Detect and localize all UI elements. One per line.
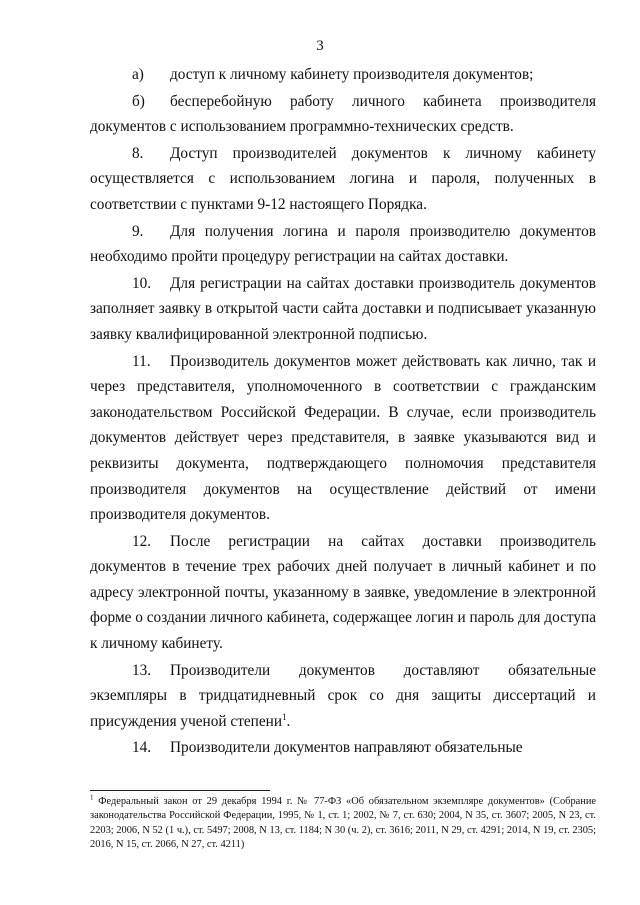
paragraph-text: Доступ производителей документов к личному кабинету осуществляется с использованием логина и пароля, полученных в соответствии с пунктами 9-12 настоящего Порядка. [90, 144, 596, 213]
paragraph-number: 9. [132, 222, 144, 240]
paragraph-number: 14. [132, 739, 152, 757]
paragraph-text: Для регистрации на сайтах доставки производитель документов заполняет заявку в открытой части сайта доставки и подписывает указанную заявку квалифицированной электронной подписью. [90, 274, 596, 343]
paragraph-text: Производители документов доставляют обязательные экземпляры в тридцатидневный срок со дня защиты диссертаций и присуждения ученой степени [90, 661, 596, 730]
paragraph-14 [90, 735, 596, 761]
paragraph-text: Для получения логина и пароля производителю документов необходимо пройти процедуру регистрации на сайтах доставки. [90, 222, 596, 266]
paragraph-a [90, 62, 596, 88]
footnote-mark: 1 [90, 793, 94, 802]
paragraph-text: После регистрации на сайтах доставки производитель документов в течение трех рабочих дней получает в личный кабинет и по адресу электронной почты, указанному в заявке, уведомление в электронной форме о создании личного кабинета, содержащее логин и пароль для доступа к личному кабинету. [90, 532, 596, 653]
paragraph-11 [90, 349, 596, 528]
footnote-text: Федеральный закон от 29 декабря 1994 г. № 77-ФЗ «Об обязательном экземпляре документов» (Собрание законодательства Российской Федерации, 1995, № 1, ст. 1; 2002, № 7, ст. 630; 2004, N 35, ст. 3607; 2005, N 23, ст. 2203; 2006, N 52 (1 ч.), ст. 5497; 2008, N 13, ст. 1184; N 30 (ч. 2), ст. 3616; 2011, N 29, ст. 4291; 2014, N 19, ст. 2305; 2016, N 15, ст. 2066, N 27, ст. 4211) [90, 796, 596, 850]
document-body [90, 62, 596, 761]
paragraph-marker: б) [132, 92, 145, 110]
paragraph-10 [90, 271, 596, 348]
paragraph-text: Производитель документов может действовать как лично, так и через представителя, уполномоченного в соответствии с гражданским законодательством Российской Федерации. В случае, если производитель документов действует через представителя, в заявке указываются вид и реквизиты документа, подтверждающего полномочия представителя производителя документов на осуществление действий от имени производителя документов. [90, 352, 596, 524]
paragraph-13 [90, 658, 596, 735]
paragraph-b [90, 89, 596, 140]
page-number: 3 [316, 38, 324, 54]
footnote-reference[interactable]: 1 [282, 711, 287, 722]
footnote-divider [90, 790, 270, 791]
paragraph-text: Производители документов направляют обязательные [170, 739, 523, 757]
paragraph-text-end: . [286, 712, 291, 730]
paragraph-8 [90, 141, 596, 218]
paragraph-12 [90, 529, 596, 657]
paragraph-number: 8. [132, 144, 144, 162]
paragraph-text: бесперебойную работу личного кабинета производителя документов с использованием программно-технических средств. [90, 92, 596, 136]
paragraph-number: 10. [132, 274, 152, 292]
paragraph-number: 11. [132, 352, 151, 370]
paragraph-number: 13. [132, 661, 152, 679]
paragraph-marker: а) [132, 66, 144, 83]
paragraph-text: доступ к личному кабинету производителя документов; [170, 66, 534, 83]
footnote [90, 795, 596, 852]
paragraph-number: 12. [132, 532, 152, 550]
paragraph-9 [90, 219, 596, 270]
